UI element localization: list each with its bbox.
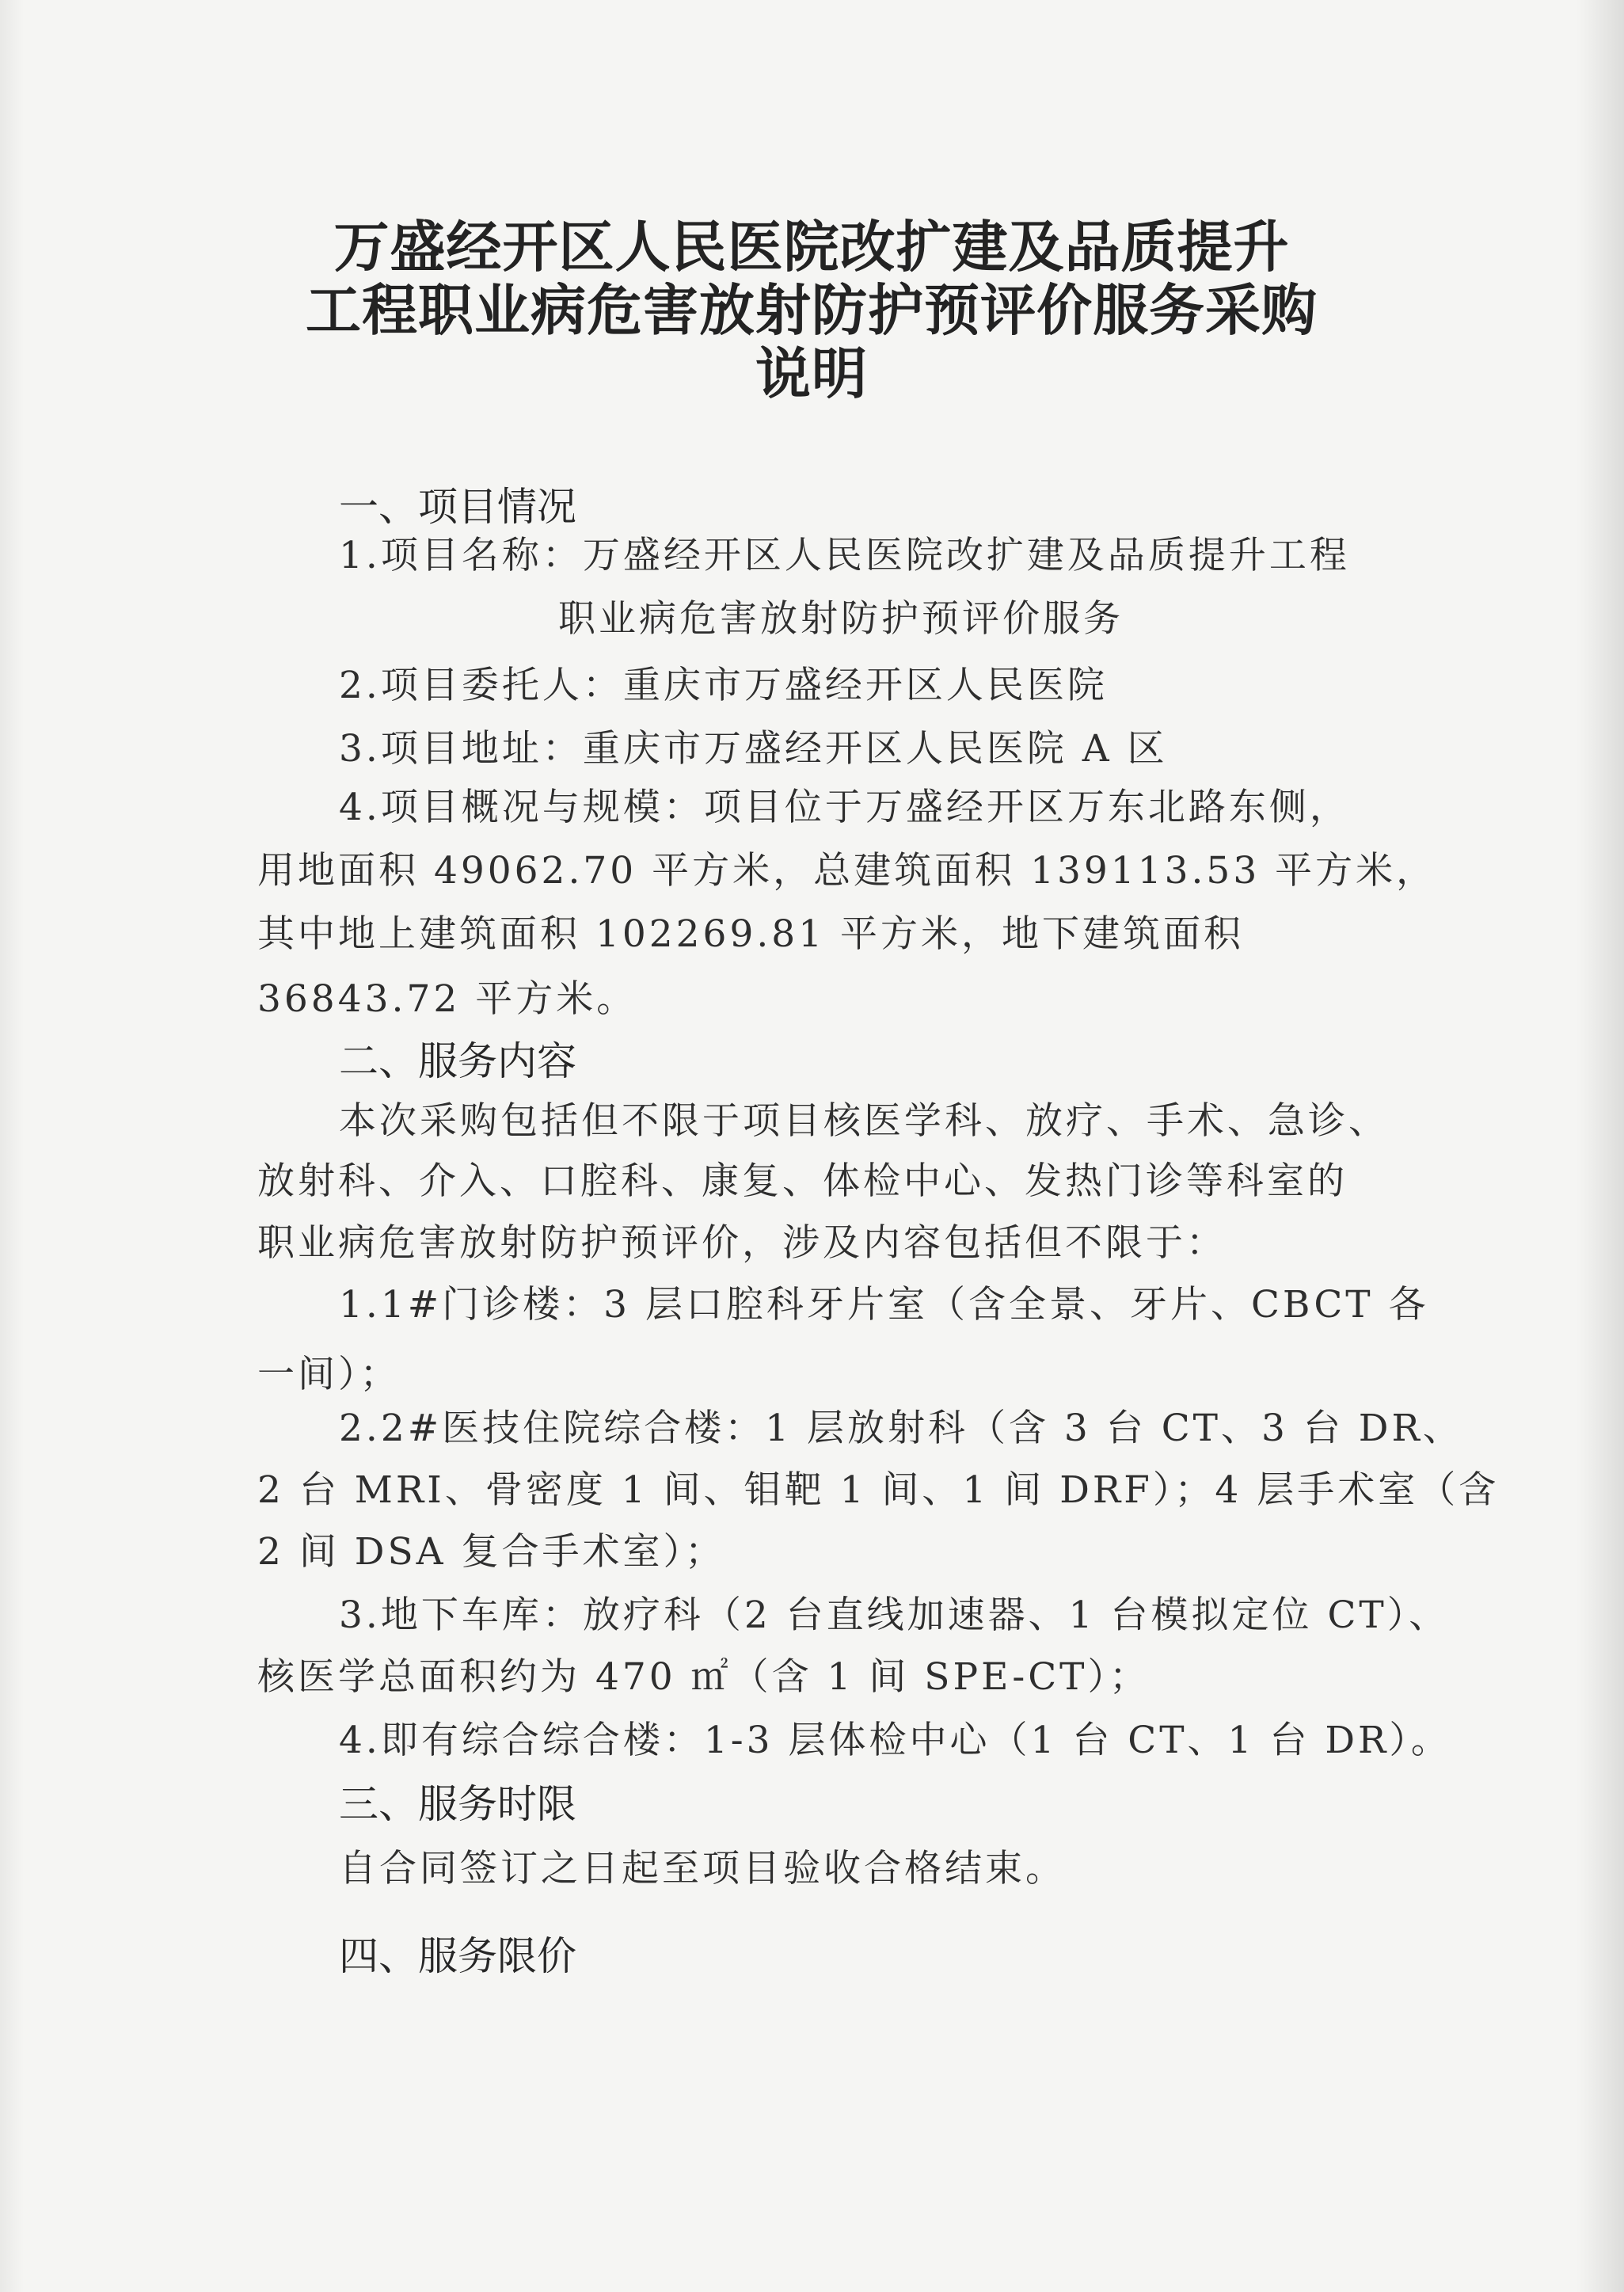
project-overview-line-4: 36843.72 平方米。: [257, 977, 637, 1021]
title-line-1: 万盛经开区人民医院改扩建及品质提升: [333, 214, 1290, 280]
service-item-2-line-1: 2.2#医技住院综合楼：1 层放射科（含 3 台 CT、3 台 DR、: [339, 1407, 1463, 1450]
service-item-3-line-1: 3.地下车库：放疗科（2 台直线加速器、1 台模拟定位 CT）、: [339, 1593, 1450, 1637]
service-intro-line-1: 本次采购包括但不限于项目核医学科、放疗、手术、急诊、: [339, 1099, 1389, 1143]
project-address: 3.项目地址：重庆市万盛经开区人民医院 A 区: [339, 727, 1168, 771]
service-item-2-line-2: 2 台 MRI、骨密度 1 间、钼靶 1 间、1 间 DRF）；4 层手术室（含: [257, 1468, 1500, 1512]
project-overview-line-3: 其中地上建筑面积 102269.81 平方米，地下建筑面积: [257, 912, 1245, 956]
service-item-1-line-2: 一间）；: [257, 1353, 401, 1396]
scan-shadow-right: [1576, 0, 1624, 2292]
service-item-1-line-1: 1.1#门诊楼：3 层口腔科牙片室（含全景、牙片、CBCT 各: [339, 1283, 1429, 1327]
project-overview-line-1: 4.项目概况与规模：项目位于万盛经开区万东北路东侧，: [339, 786, 1350, 829]
service-intro-line-3: 职业病危害放射防护预评价，涉及内容包括但不限于：: [257, 1221, 1227, 1265]
project-name-line-2: 职业病危害放射防护预评价服务: [558, 597, 1124, 641]
section-heading: 二、服务内容: [339, 1038, 576, 1084]
service-intro-line-2: 放射科、介入、口腔科、康复、体检中心、发热门诊等科室的: [257, 1159, 1348, 1203]
service-item-3-line-2: 核医学总面积约为 470 ㎡（含 1 间 SPE-CT）；: [257, 1655, 1150, 1699]
scan-shadow-left: [0, 0, 24, 2292]
section-heading: 四、服务限价: [339, 1933, 576, 1979]
project-overview-line-2: 用地面积 49062.70 平方米，总建筑面积 139113.53 平方米，: [257, 849, 1437, 893]
project-client: 2.项目委托人：重庆市万盛经开区人民医院: [339, 664, 1108, 707]
service-item-2-line-3: 2 间 DSA 复合手术室）；: [257, 1530, 726, 1574]
section-heading: 三、服务时限: [339, 1781, 576, 1827]
project-name-line-1: 1.项目名称：万盛经开区人民医院改扩建及品质提升工程: [339, 534, 1350, 577]
section-heading: 一、项目情况: [339, 484, 576, 530]
title-line-3: 说明: [755, 341, 868, 406]
service-item-4: 4.即有综合综合楼：1-3 层体检中心（1 台 CT、1 台 DR）。: [339, 1719, 1451, 1762]
service-period-text: 自合同签订之日起至项目验收合格结束。: [339, 1847, 1066, 1890]
title-line-2: 工程职业病危害放射防护预评价服务采购: [306, 277, 1318, 343]
